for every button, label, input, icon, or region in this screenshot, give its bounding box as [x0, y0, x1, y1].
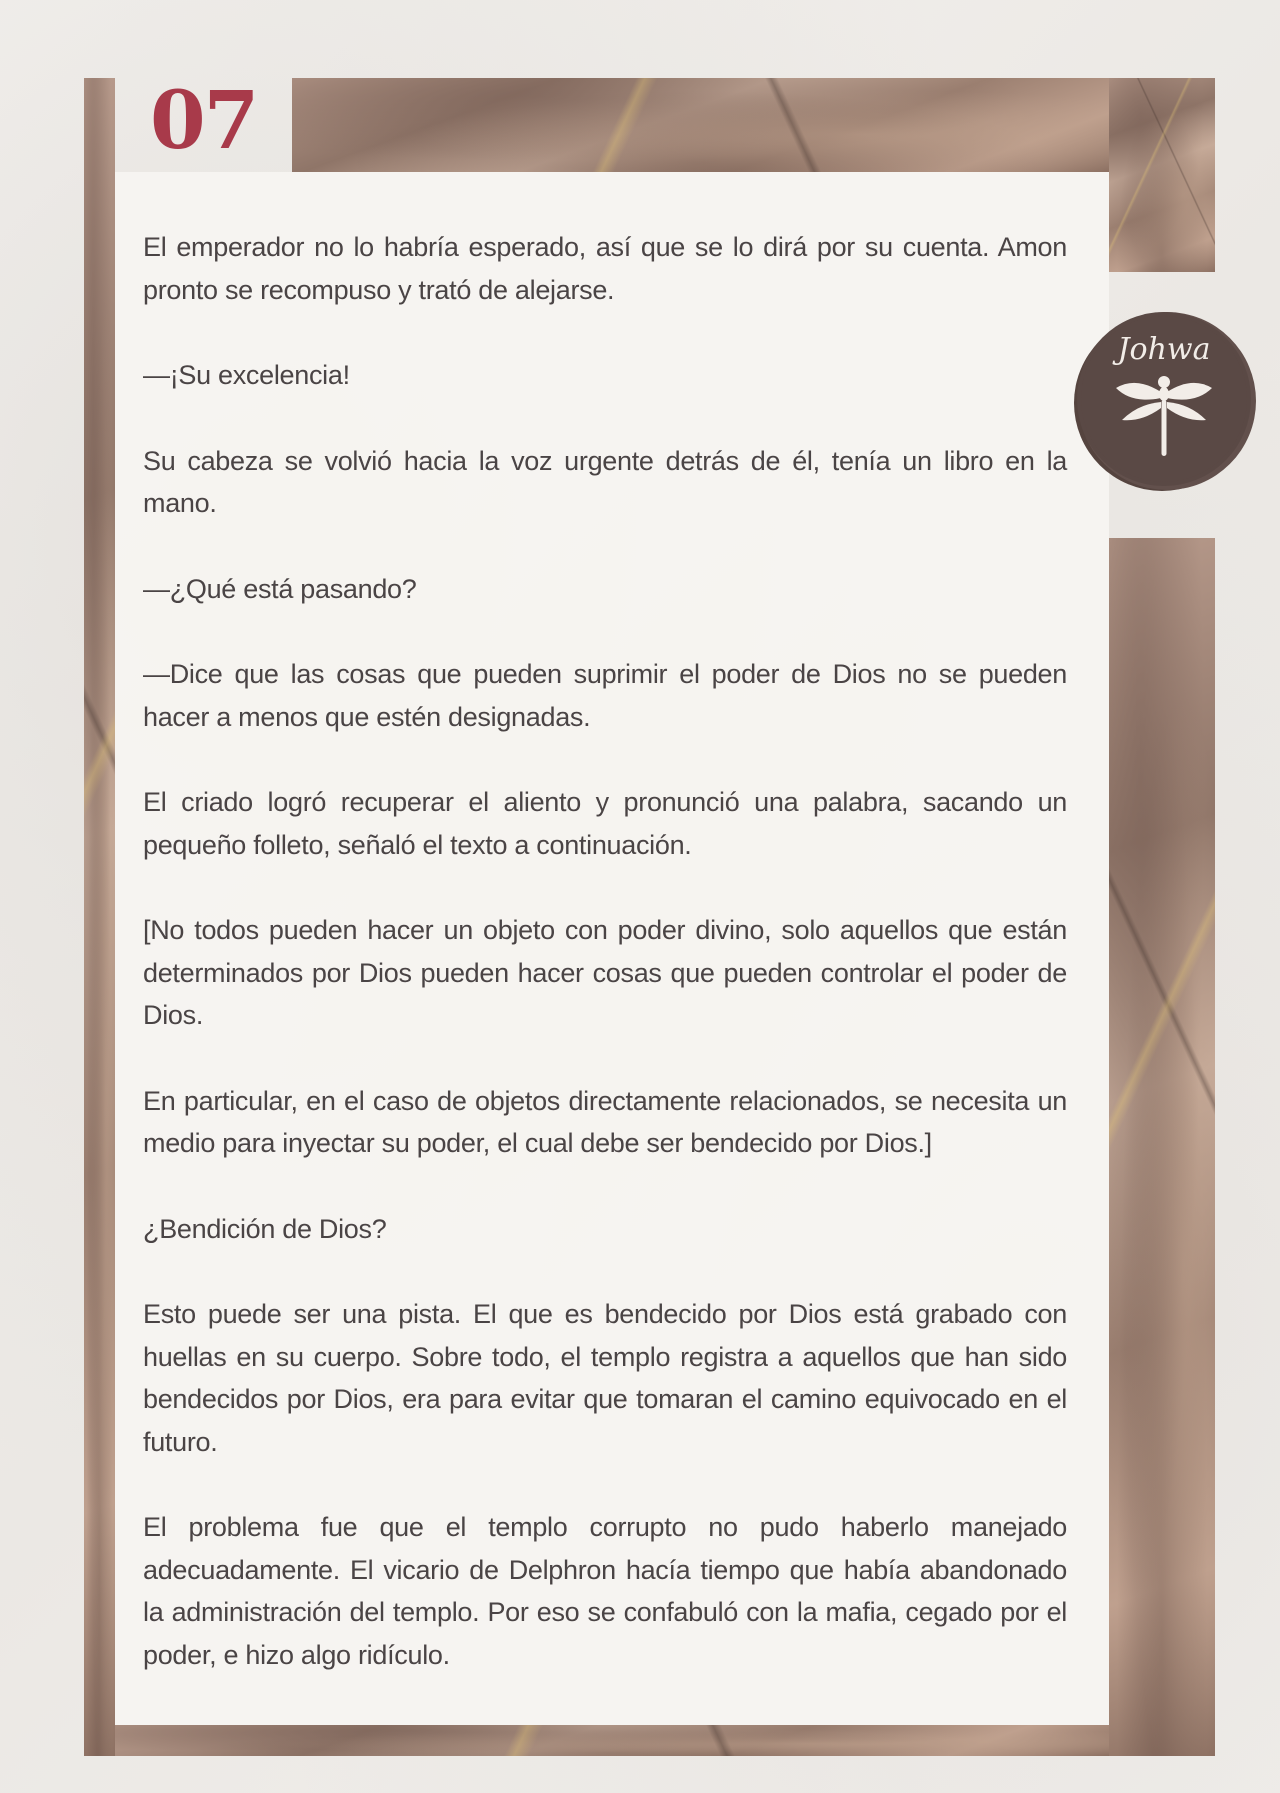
paragraph: Su cabeza se volvió hacia la voz urgente detrás de él, tenía un libro en la mano.	[143, 445, 1067, 518]
dialogue-line: —Dice que las cosas que pueden suprimir el poder de Dios no se pueden hacer a menos que estén designadas.	[143, 659, 1067, 732]
marble-border-top	[292, 78, 1109, 172]
paragraph: ¿Bendición de Dios?	[143, 1213, 387, 1244]
paragraph: Esto puede ser una pista. El que es bendecido por Dios está grabado con huellas en su cuerpo. Sobre todo, el templo registra a aquellos que han sido bendecidos por Dios, era para evitar que tomaran el camino equivocado en el futuro.	[143, 1299, 1067, 1457]
dialogue-line: —¿Qué está pasando?	[143, 573, 417, 604]
marble-border-left	[84, 78, 115, 1756]
paragraph: El criado logró recuperar el aliento y pronunció una palabra, sacando un pequeño folleto, señaló el texto a continuación.	[143, 787, 1067, 860]
chapter-number: 07	[150, 73, 258, 167]
marble-border-bottom	[115, 1725, 1109, 1756]
logo-text: Johwa	[1117, 332, 1211, 367]
dragonfly-icon	[1114, 374, 1214, 464]
chapter-body	[143, 226, 1067, 1719]
quoted-text: [No todos pueden hacer un objeto con poder divino, solo aquellos que están determinados por Dios pueden hacer cosas que pueden controlar el poder de Dios.	[143, 915, 1067, 1030]
quoted-text: En particular, en el caso de objetos directamente relacionados, se necesita un medio para inyectar su poder, el cual debe ser bendecido por Dios.]	[143, 1085, 1067, 1158]
johwa-logo	[1081, 316, 1247, 482]
paragraph: El emperador no lo habría esperado, así que se lo dirá por su cuenta. Amon pronto se recompuso y trató de alejarse.	[143, 232, 1067, 305]
dialogue-line: —¡Su excelencia!	[143, 360, 350, 390]
paragraph: El problema fue que el templo corrupto no pudo haberlo manejado adecuadamente. El vicario de Delphron hacía tiempo que había abandonado la administración del templo. Por eso se confabuló con la mafia, cegado por el poder, e hizo algo ridículo.	[143, 1512, 1067, 1670]
marble-border-top-right	[1109, 78, 1215, 272]
marble-border-right	[1109, 538, 1215, 1756]
